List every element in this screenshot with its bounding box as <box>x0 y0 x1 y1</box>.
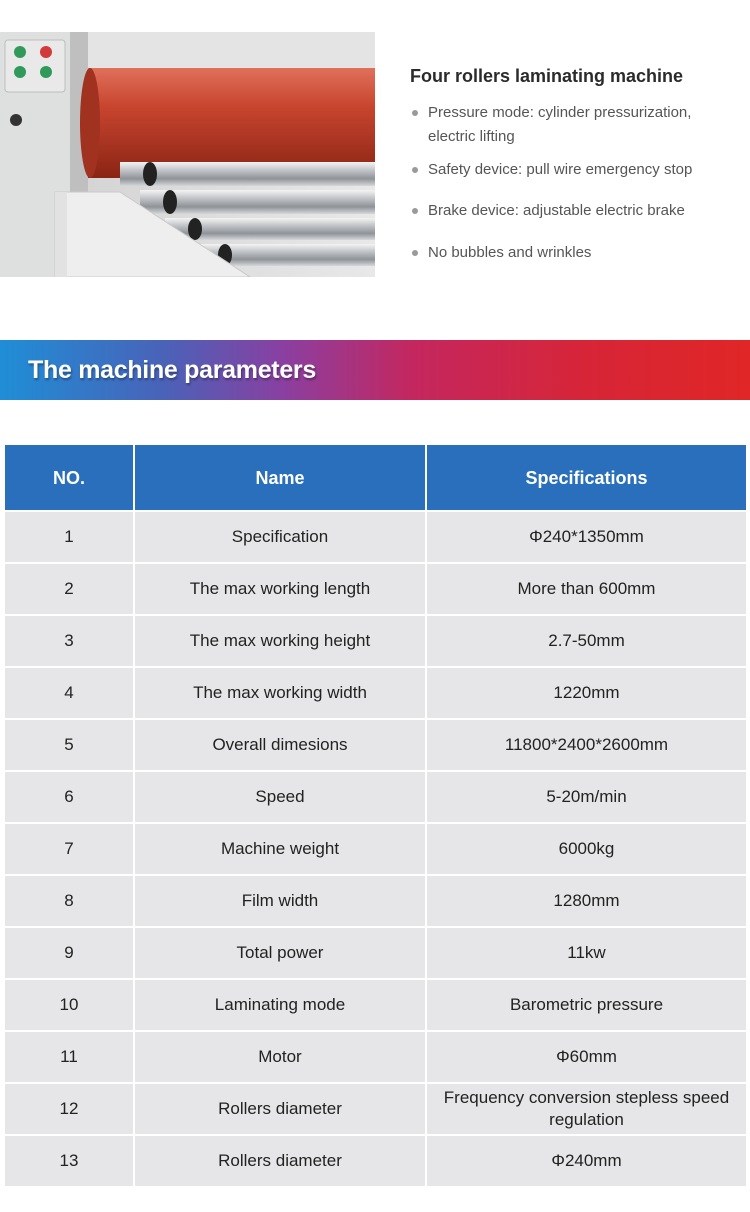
row-number: 10 <box>59 995 79 1014</box>
feature-item <box>410 199 740 223</box>
table-row <box>5 616 746 666</box>
bullet-icon <box>412 250 418 256</box>
row-name: Speed <box>133 772 425 822</box>
row-number: 1 <box>64 527 74 546</box>
row-spec: Φ240mm <box>425 1136 746 1186</box>
header-no: NO. <box>52 467 85 488</box>
row-spec: Frequency conversion stepless speed regulation <box>425 1084 746 1134</box>
row-name: Machine weight <box>133 824 425 874</box>
bullet-icon <box>412 208 418 214</box>
table-row <box>5 564 746 614</box>
row-name: Film width <box>133 876 425 926</box>
table-row <box>5 512 746 562</box>
table-row <box>5 980 746 1030</box>
row-name: Laminating mode <box>133 980 425 1030</box>
section-title: The machine parameters <box>28 356 316 384</box>
header-name: Name <box>133 445 425 510</box>
row-spec: 5-20m/min <box>425 772 746 822</box>
feature-list <box>410 101 740 265</box>
feature-text: Brake device: adjustable electric brake <box>428 202 685 219</box>
table-row <box>5 824 746 874</box>
row-name: The max working length <box>133 564 425 614</box>
row-spec: 6000kg <box>425 824 746 874</box>
row-spec: More than 600mm <box>425 564 746 614</box>
table-row <box>5 876 746 926</box>
table-header-row <box>5 445 746 510</box>
product-title: Four rollers laminating machine <box>410 66 684 86</box>
bullet-icon <box>412 167 418 173</box>
table-row <box>5 1032 746 1082</box>
row-number: 2 <box>64 579 74 598</box>
feature-text: Pressure mode: cylinder pressurization, electric lifting <box>428 104 692 145</box>
table-row <box>5 1136 746 1186</box>
row-number: 5 <box>64 735 74 754</box>
table-row <box>5 1084 746 1134</box>
feature-item <box>410 158 740 182</box>
row-name: The max working width <box>133 668 425 718</box>
header-specifications: Specifications <box>425 445 746 510</box>
row-name: Rollers diameter <box>133 1084 425 1134</box>
feature-text: No bubbles and wrinkles <box>428 244 592 261</box>
row-number: 12 <box>59 1099 79 1118</box>
row-number: 7 <box>64 839 74 858</box>
row-name: The max working height <box>133 616 425 666</box>
row-name: Motor <box>133 1032 425 1082</box>
feature-text: Safety device: pull wire emergency stop <box>428 161 693 178</box>
row-name: Rollers diameter <box>133 1136 425 1186</box>
row-number: 4 <box>64 683 74 702</box>
row-number: 9 <box>64 943 74 962</box>
row-number: 6 <box>64 787 74 806</box>
row-number: 3 <box>64 631 74 650</box>
feature-item <box>410 101 740 149</box>
row-name: Total power <box>133 928 425 978</box>
section-banner <box>0 340 750 400</box>
row-number: 8 <box>64 891 74 910</box>
table-row <box>5 772 746 822</box>
row-spec: Φ60mm <box>425 1032 746 1082</box>
table-row <box>5 668 746 718</box>
row-number: 13 <box>59 1151 79 1170</box>
row-spec: 2.7-50mm <box>425 616 746 666</box>
row-spec: 1220mm <box>425 668 746 718</box>
row-spec: 11800*2400*2600mm <box>425 720 746 770</box>
row-spec: 1280mm <box>425 876 746 926</box>
table-row <box>5 720 746 770</box>
row-spec: 11kw <box>425 928 746 978</box>
product-intro <box>410 66 740 274</box>
row-number: 11 <box>60 1047 78 1066</box>
machine-photo <box>0 32 375 277</box>
feature-item <box>410 241 740 265</box>
parameters-table <box>5 445 746 1188</box>
bullet-icon <box>412 110 418 116</box>
row-spec: Φ240*1350mm <box>425 512 746 562</box>
row-spec: Barometric pressure <box>425 980 746 1030</box>
row-name: Overall dimesions <box>133 720 425 770</box>
row-name: Specification <box>133 512 425 562</box>
table-row <box>5 928 746 978</box>
